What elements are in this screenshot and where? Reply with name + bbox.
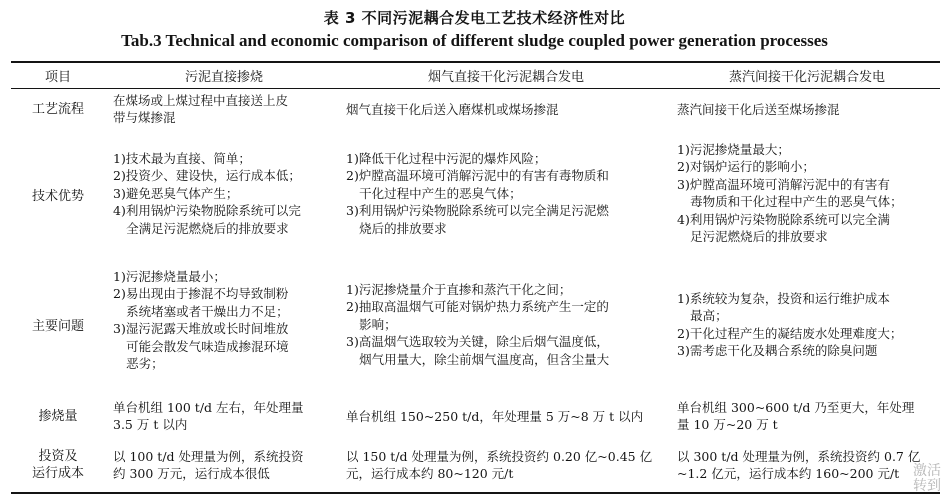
cell-line: 1)技术最为直接、简单； bbox=[113, 151, 251, 166]
cell-issue-direct bbox=[113, 268, 338, 372]
cell-line: 单台机组 150~250 t/d，年处理量 5 万~8 万 t 以内 bbox=[346, 409, 644, 424]
cell-line: 元，运行成本约 80~120 元/t bbox=[346, 466, 514, 482]
cell-line: 以 150 t/d 处理量为例，系统投资约 0.20 亿~0.45 亿 bbox=[346, 449, 653, 464]
cell-issue-flue bbox=[346, 281, 668, 368]
cell-line: 3)高温烟气选取较为关键，除尘后烟气温度低， bbox=[346, 334, 609, 350]
cell-advantage-steam bbox=[677, 141, 939, 245]
cell-line: 3)炉膛高温环境可消解污泥中的有害有 bbox=[677, 176, 890, 192]
cell-line: 蒸汽间接干化后送至煤场掺混 bbox=[677, 102, 840, 117]
table-header-rule bbox=[11, 88, 940, 89]
cell-line: 烧后的排放要求 bbox=[359, 220, 447, 236]
cell-line: 最高； bbox=[690, 308, 728, 324]
cell-line: ~1.2 亿元，运行成本约 160~200 元/t bbox=[677, 466, 900, 482]
cell-line: 1)污泥掺烧量最大； bbox=[677, 142, 790, 157]
cell-capacity-flue bbox=[346, 408, 668, 425]
activation-watermark bbox=[913, 464, 941, 494]
row-label-cost bbox=[11, 448, 105, 483]
cell-line: 1)系统较为复杂，投资和运行维护成本 bbox=[677, 291, 890, 306]
cell-line: 可能会散发气味造成掺混环境 bbox=[126, 338, 289, 354]
cell-line: 1)污泥掺烧量最小； bbox=[113, 269, 226, 284]
row-label-line: 运行成本 bbox=[31, 466, 84, 482]
cell-line: 2)投资少、建设快，运行成本低； bbox=[113, 168, 301, 184]
cell-line: 烟气直接干化后送入磨煤机或煤场掺混 bbox=[346, 102, 559, 117]
cell-line: 2)干化过程产生的凝结废水处理难度大； bbox=[677, 325, 903, 341]
row-label-capacity: 掺烧量 bbox=[38, 409, 78, 424]
watermark-line: 转到 bbox=[913, 478, 941, 494]
row-label-advantage: 技术优势 bbox=[31, 189, 84, 204]
cell-process-flue bbox=[346, 101, 668, 118]
cell-cost-flue bbox=[346, 448, 668, 483]
cell-line: 恶劣； bbox=[126, 356, 164, 372]
cell-line: 2)对锅炉运行的影响小； bbox=[677, 159, 815, 175]
cell-line: 3)需考虑干化及耦合系统的除臭问题 bbox=[677, 343, 878, 359]
cell-line: 2)易出现由于掺混不均导致制粉 bbox=[113, 286, 289, 302]
cell-line: 单台机组 100 t/d 左右，年处理量 bbox=[113, 400, 304, 415]
cell-line: 4)利用锅炉污染物脱除系统可以完全满 bbox=[677, 211, 890, 227]
cell-line: 干化过程中产生的恶臭气体； bbox=[359, 185, 522, 201]
table-bottom-rule bbox=[11, 492, 940, 494]
cell-line: 系统堵塞或者干燥出力不足； bbox=[126, 303, 289, 319]
watermark-line: 激活 bbox=[913, 463, 941, 479]
cell-line: 2)炉膛高温环境可消解污泥中的有害有毒物质和 bbox=[346, 168, 609, 184]
cell-advantage-flue bbox=[346, 150, 668, 237]
cell-line: 毒物质和干化过程中产生的恶臭气体； bbox=[690, 194, 903, 210]
cell-line: 1)污泥掺烧量介于直掺和蒸汽干化之间； bbox=[346, 282, 572, 297]
header-flue-gas-drying: 烟气直接干化污泥耦合发电 bbox=[427, 70, 584, 85]
cell-line: 量 10 万~20 万 t bbox=[677, 417, 778, 433]
cell-line: 影响； bbox=[359, 316, 397, 332]
cell-line: 2)抽取高温烟气可能对锅炉热力系统产生一定的 bbox=[346, 299, 609, 315]
cell-advantage-direct bbox=[113, 150, 338, 237]
cell-line: 3)湿污泥露天堆放或长时间堆放 bbox=[113, 321, 289, 337]
table-caption-cn: 表 3 不同污泥耦合发电工艺技术经济性对比 bbox=[323, 9, 626, 27]
cell-line: 烟气用量大，除尘前烟气温度高，但含尘量大 bbox=[359, 351, 610, 367]
cell-line: 3.5 万 t 以内 bbox=[113, 417, 188, 433]
cell-line: 4)利用锅炉污染物脱除系统可以完 bbox=[113, 203, 301, 219]
cell-line: 以 100 t/d 处理量为例，系统投资 bbox=[113, 449, 304, 464]
header-steam-drying: 蒸汽间接干化污泥耦合发电 bbox=[728, 70, 885, 85]
cell-line: 足污泥燃烧后的排放要求 bbox=[690, 229, 828, 245]
cell-line: 1)降低干化过程中污泥的爆炸风险； bbox=[346, 151, 547, 166]
cell-line: 3)避免恶臭气体产生； bbox=[113, 185, 239, 201]
cell-issue-steam bbox=[677, 290, 939, 360]
header-item: 项目 bbox=[44, 70, 71, 85]
table-top-rule bbox=[11, 61, 940, 63]
cell-line: 以 300 t/d 处理量为例，系统投资约 0.7 亿 bbox=[677, 449, 921, 464]
cell-line: 带与煤掺混 bbox=[113, 110, 176, 126]
cell-cost-direct bbox=[113, 448, 338, 483]
cell-line: 在煤场或上煤过程中直接送上皮 bbox=[113, 93, 289, 108]
row-label-line: 投资及 bbox=[38, 449, 78, 464]
header-direct-blending: 污泥直接掺烧 bbox=[184, 70, 263, 85]
cell-process-steam bbox=[677, 101, 939, 118]
cell-line: 全满足污泥燃烧后的排放要求 bbox=[126, 220, 289, 236]
cell-line: 约 300 万元，运行成本很低 bbox=[113, 466, 270, 482]
row-label-issue: 主要问题 bbox=[31, 319, 84, 334]
cell-capacity-direct bbox=[113, 399, 338, 434]
cell-cost-steam bbox=[677, 448, 939, 483]
row-label-process: 工艺流程 bbox=[31, 102, 84, 117]
cell-line: 3)利用锅炉污染物脱除系统可以完全满足污泥燃 bbox=[346, 203, 609, 219]
cell-process-direct bbox=[113, 92, 338, 127]
cell-line: 单台机组 300~600 t/d 乃至更大，年处理 bbox=[677, 400, 915, 415]
cell-capacity-steam bbox=[677, 399, 939, 434]
table-caption-en: Tab.3 Technical and economic comparison of different sludge coupled power generation processes bbox=[121, 31, 828, 50]
